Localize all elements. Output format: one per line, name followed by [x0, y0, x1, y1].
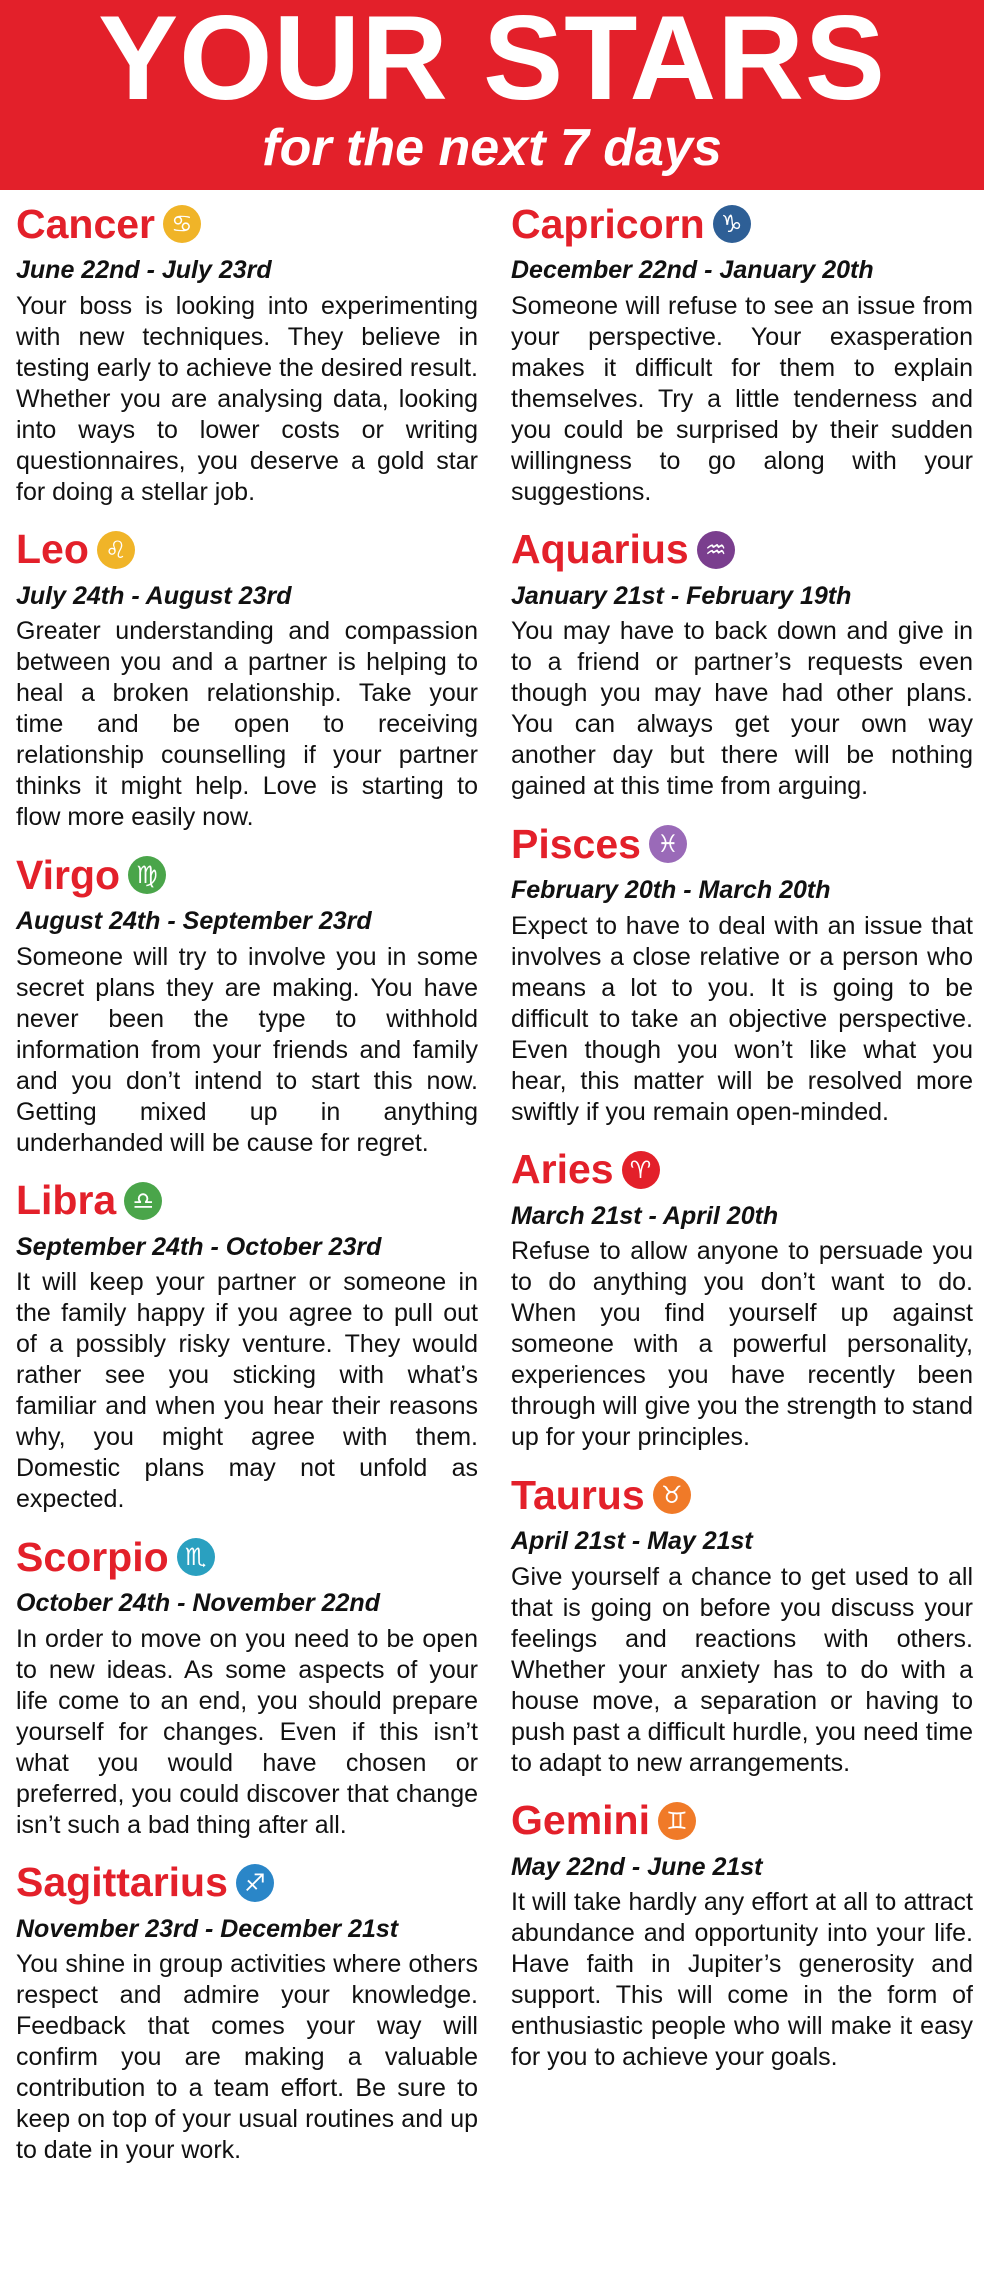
header-banner: [0, 0, 984, 190]
sign-dates: April 21st - May 21st: [511, 1527, 753, 1555]
sign-name: Scorpio: [16, 1533, 169, 1580]
sign-dates: January 21st - February 19th: [511, 581, 852, 610]
sign-forecast: Greater understanding and compassion between you and a partner is helping to heal a broken relationship. Take your time and be open to receiving relationship counselling if your partner thinks it might help. Love is starting to flow more easily now.: [16, 617, 478, 831]
sign-forecast: Expect to have to deal with an issue that involves a close relative or a person who means a lot to you. It is going to be difficult to take an objective perspective. Even though you won’t like what you hear, this matter will be resolved more swiftly if you remain open-minded.: [511, 911, 973, 1126]
horoscope-sagittarius: [16, 1855, 478, 2167]
sign-dates: November 23rd - December 21st: [16, 1914, 399, 1943]
horoscope-pisces: [511, 816, 973, 1128]
sign-heading: [511, 1467, 973, 1523]
sign-name: Pisces: [511, 820, 641, 867]
sign-forecast: It will keep your partner or someone in the family happy if you agree to pull out of a possibly risky venture. They would rather see you sticking with what’s familiar and when you hear their reasons why, you might agree with them. Domestic plans may not unfold as expected.: [16, 1268, 478, 1513]
sagittarius-icon: ♐: [236, 1864, 274, 1902]
sign-heading: [16, 1855, 478, 1911]
sign-name: Gemini: [511, 1797, 650, 1843]
sign-dates: October 24th - November 22nd: [16, 1589, 380, 1617]
sign-heading: [16, 1173, 478, 1229]
horoscope-leo: [16, 522, 478, 834]
pisces-icon: ♓: [649, 825, 687, 863]
horoscope-aquarius: [511, 522, 973, 803]
sign-dates: December 22nd - January 20th: [511, 256, 874, 284]
sign-heading: [511, 196, 973, 252]
sign-dates: March 21st - April 20th: [511, 1201, 779, 1230]
sign-heading: [511, 816, 973, 872]
sign-forecast: Give yourself a chance to get used to all that is going on before you discuss your feelings and reactions with others. Whether your anxiety has to do with a house move, a separation or having to push past a difficult hurdle, you need time to adapt to new arrangements.: [511, 1562, 973, 1777]
scorpio-icon: ♏: [177, 1538, 215, 1576]
sign-name: Libra: [16, 1177, 117, 1223]
sign-name: Taurus: [511, 1471, 645, 1518]
sign-name: Leo: [16, 526, 89, 572]
horoscope-gemini: [511, 1793, 973, 2074]
sign-name: Aquarius: [511, 526, 689, 572]
sign-heading: [511, 1142, 973, 1198]
sign-forecast: Someone will refuse to see an issue from your perspective. Your exasperation makes it difficult for them to explain themselves. Try a little tenderness and you could be surprised by their sudden willingness to go along with your suggestions.: [511, 291, 973, 506]
horoscope-libra: [16, 1173, 478, 1516]
sign-heading: [16, 847, 478, 903]
sign-dates: July 24th - August 23rd: [16, 581, 292, 610]
sign-heading: [16, 1529, 478, 1585]
horoscope-scorpio: [16, 1529, 478, 1841]
sign-forecast: Refuse to allow anyone to persuade you to do anything you don’t want to do. When you find yourself up against someone with a powerful personality, experiences you have recently been through will give you the strength to stand up for your principles.: [511, 1237, 973, 1451]
horoscope-virgo: [16, 847, 478, 1159]
right-column: [511, 196, 973, 2087]
cancer-icon: ♋: [163, 205, 201, 243]
horoscope-cancer: [16, 196, 478, 508]
taurus-icon: ♉: [653, 1476, 691, 1514]
sign-heading: [16, 522, 478, 578]
sign-dates: May 22nd - June 21st: [511, 1852, 763, 1881]
capricorn-icon: ♑: [713, 205, 751, 243]
leo-icon: ♌: [97, 531, 135, 569]
sign-forecast: Someone will try to involve you in some secret plans they are making. You have never been the type to withhold information from your friends and family and you don’t intend to start this now. Getting mixed up in anything underhanded will be cause for regret.: [16, 942, 478, 1157]
horoscope-taurus: [511, 1467, 973, 1779]
horoscope-capricorn: [511, 196, 973, 508]
sign-forecast: In order to move on you need to be open to new ideas. As some aspects of your life come to an end, you should prepare yourself for changes. Even if this isn’t what you would have chosen or preferred, you could discover that change isn’t such a bad thing after all.: [16, 1624, 478, 1839]
sign-heading: [511, 1793, 973, 1849]
aries-icon: ♈: [622, 1151, 660, 1189]
sign-name: Sagittarius: [16, 1859, 228, 1905]
sign-forecast: You shine in group activities where others respect and admire your knowledge. Feedback that comes your way will confirm you are making a valuable contribution to a team effort. Be sure to keep on top of your usual routines and up to date in your work.: [16, 1950, 478, 2164]
left-column: [16, 196, 478, 2180]
sign-dates: February 20th - March 20th: [511, 876, 831, 904]
sign-name: Cancer: [16, 200, 156, 247]
sign-name: Capricorn: [511, 200, 705, 247]
sign-heading: [16, 196, 478, 252]
sign-dates: June 22nd - July 23rd: [16, 256, 272, 284]
virgo-icon: ♍: [128, 856, 166, 894]
sign-dates: September 24th - October 23rd: [16, 1232, 382, 1261]
horoscope-aries: [511, 1142, 973, 1454]
gemini-icon: ♊: [658, 1802, 696, 1840]
sign-forecast: It will take hardly any effort at all to attract abundance and opportunity into your life. Have faith in Jupiter’s generosity and support. This will come in the form of enthusiastic people who will make it easy for you to achieve your goals.: [511, 1888, 973, 2071]
sign-name: Virgo: [16, 851, 121, 898]
sign-forecast: You may have to back down and give in to a friend or partner’s requests even though you may have had other plans. You can always get your own way another day but there will be nothing gained at this time from arguing.: [511, 617, 973, 800]
sign-dates: August 24th - September 23rd: [16, 907, 372, 935]
page-title: YOUR STARS: [98, 0, 886, 125]
sign-heading: [511, 522, 973, 578]
aquarius-icon: ♒: [697, 531, 735, 569]
sign-forecast: Your boss is looking into experimenting with new techniques. They believe in testing early to achieve the desired result. Whether you are analysing data, looking into ways to lower costs or writing questionnaires, you deserve a gold star for doing a stellar job.: [16, 291, 478, 506]
libra-icon: ♎: [124, 1182, 162, 1220]
sign-name: Aries: [511, 1146, 614, 1192]
page-subtitle: for the next 7 days: [262, 119, 722, 177]
